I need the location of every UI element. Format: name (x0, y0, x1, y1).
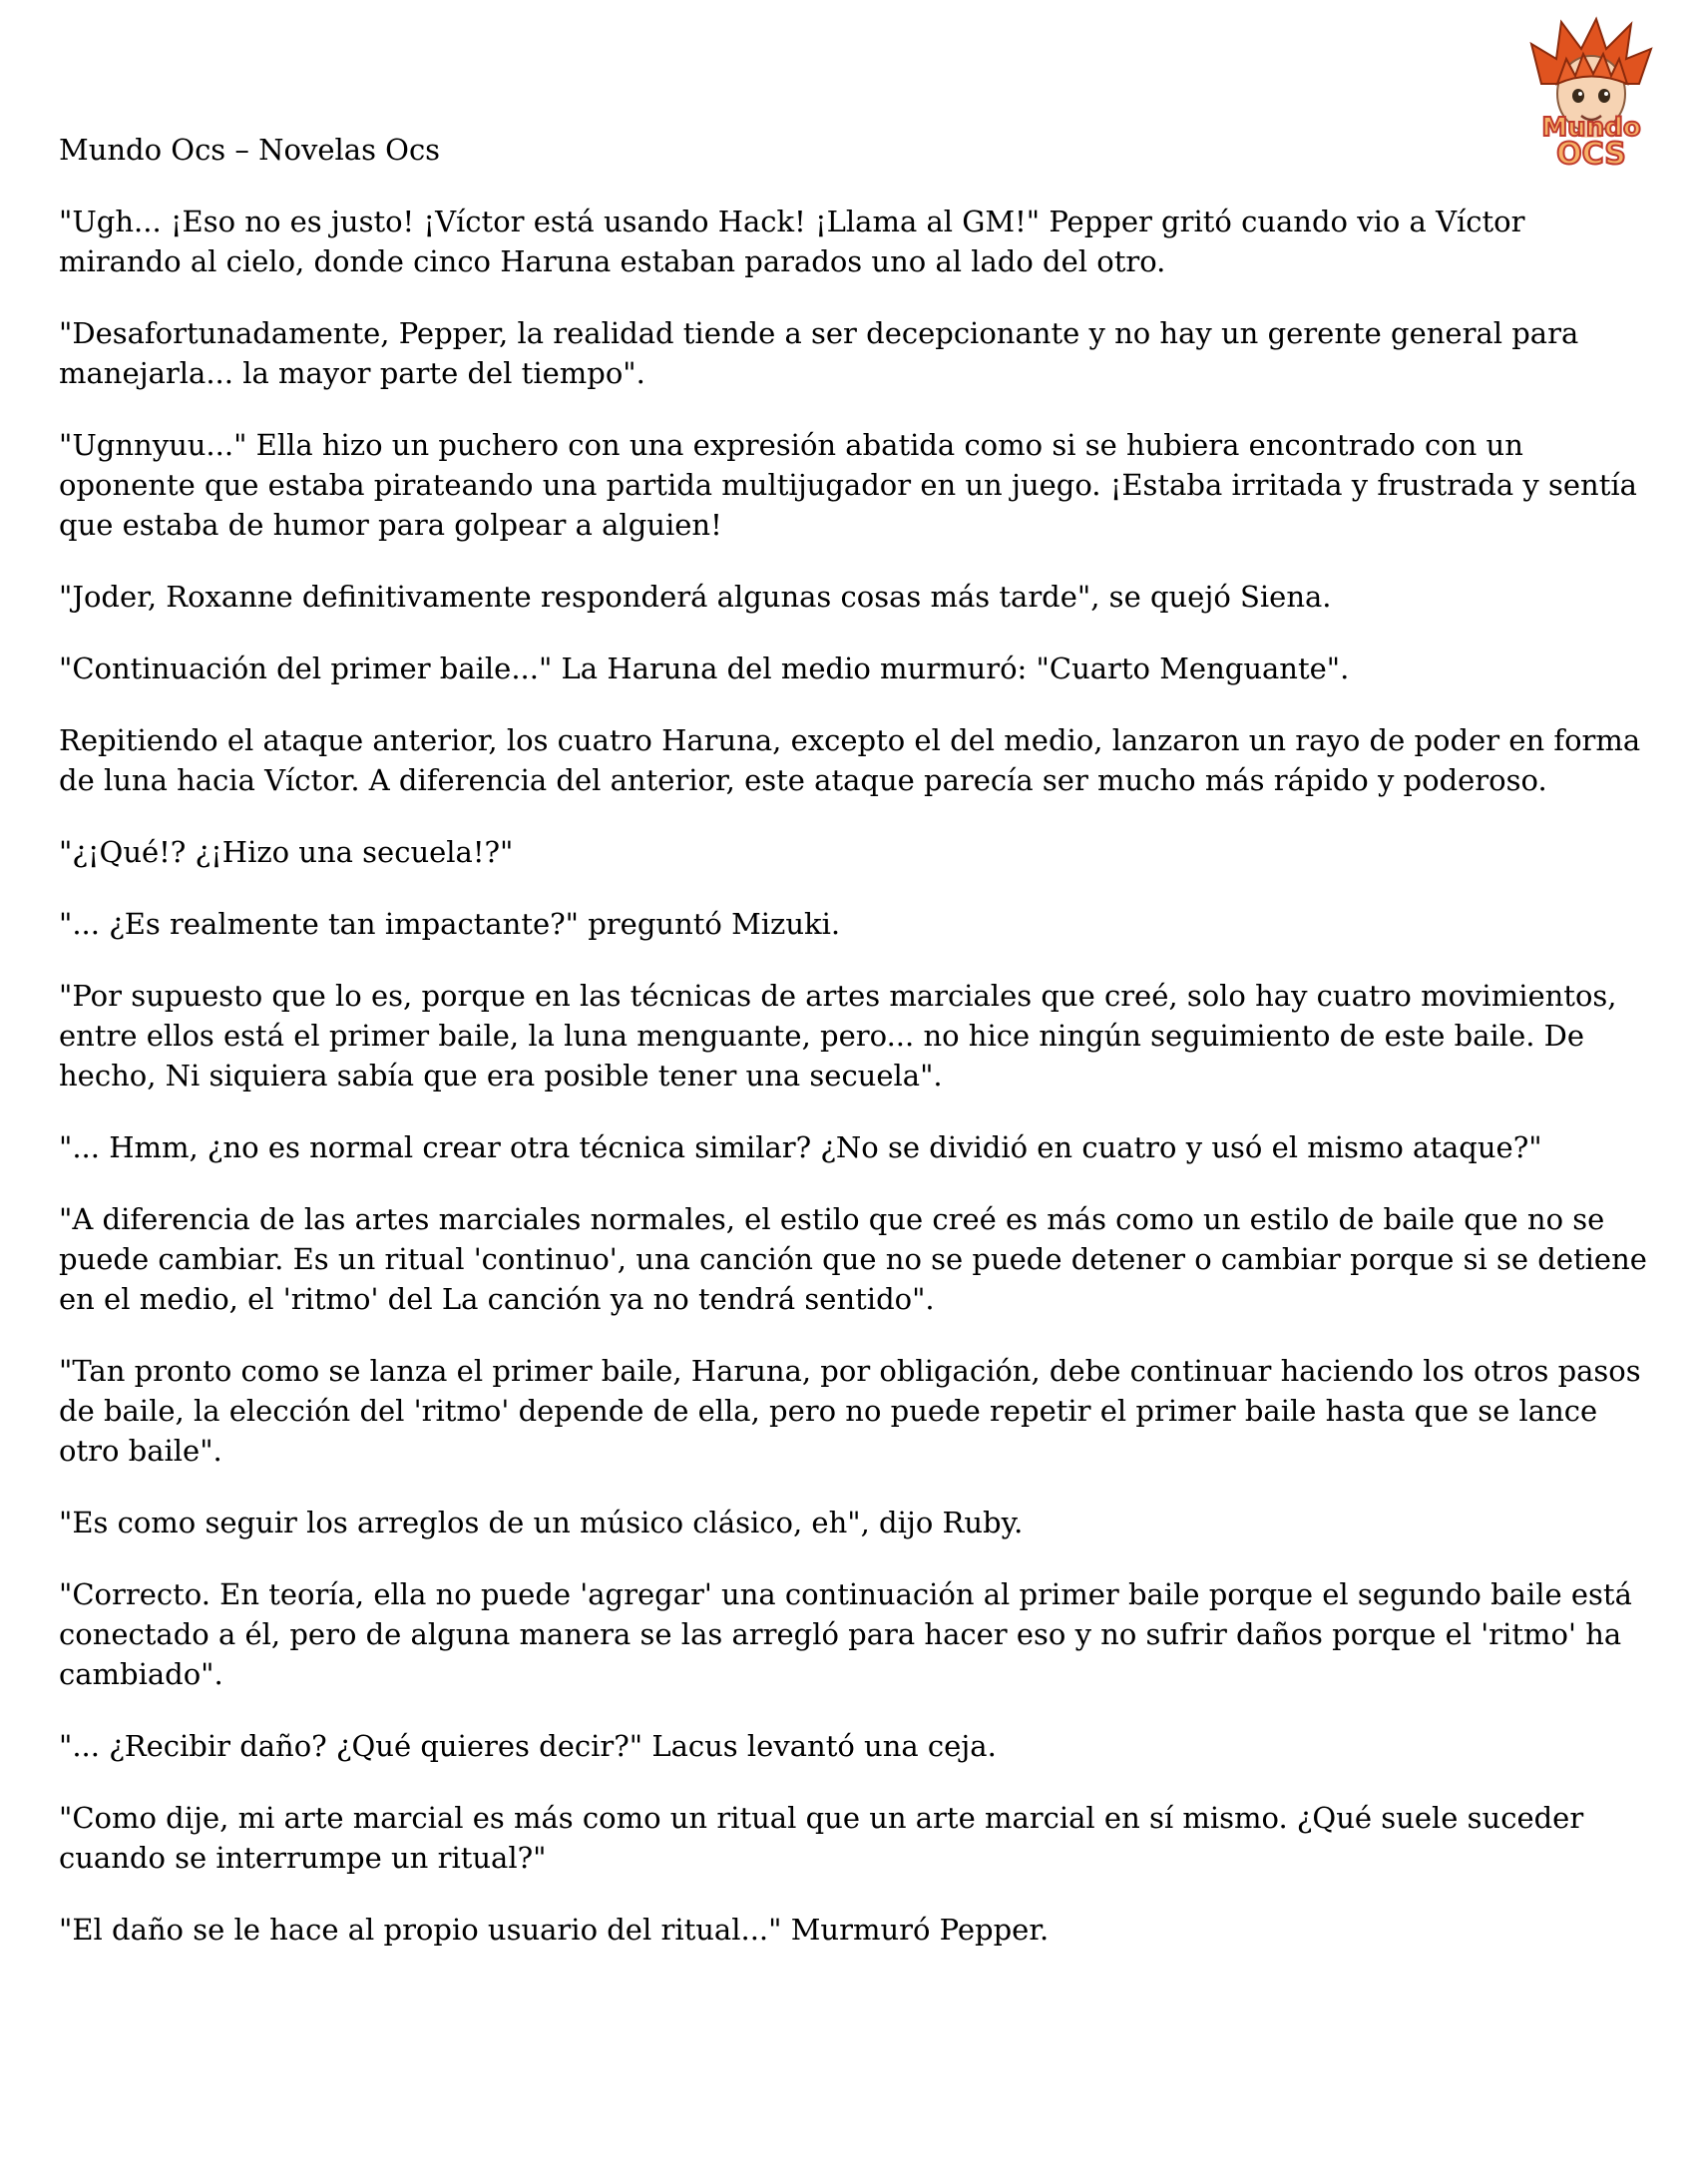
paragraph: "Joder, Roxanne definitivamente responderá algunas cosas más tarde", se quejó Siena. (59, 580, 1332, 614)
paragraph: "... ¿Es realmente tan impactante?" preguntó Mizuki. (59, 907, 841, 941)
paragraph: "A diferencia de las artes marciales normales, el estilo que creé es más como un estilo de baile que no se puede cambiar. Es un ritual 'continuo', una canción que no se puede detener o cambiar porque si se detiene en el medio, el 'ritmo' del La canción ya no tendrá sentido". (59, 1202, 1647, 1316)
paragraph: "... Hmm, ¿no es normal crear otra técnica similar? ¿No se dividió en cuatro y usó el mismo ataque?" (59, 1130, 1542, 1164)
paragraph: "Es como seguir los arreglos de un músico clásico, eh", dijo Ruby. (59, 1506, 1024, 1539)
svg-text:Mundo: Mundo (1541, 113, 1641, 143)
paragraph: "Correcto. En teoría, ella no puede 'agregar' una continuación al primer baile porque el segundo baile está conectado a él, pero de alguna manera se las arregló para hacer eso y no sufrir daños porque el 'ritmo' ha cambiado". (59, 1577, 1632, 1691)
paragraph: "Tan pronto como se lanza el primer baile, Haruna, por obligación, debe continuar haciendo los otros pasos de baile, la elección del 'ritmo' depende de ella, pero no puede repetir el primer baile hasta que se lance otro baile". (59, 1354, 1641, 1468)
paragraph: "Ugnnyuu..." Ella hizo un puchero con una expresión abatida como si se hubiera encontrado con un oponente que estaba pirateando una partida multijugador en un juego. ¡Estaba irritada y frustrada y sentía que estaba de humor para golpear a alguien! (59, 428, 1637, 542)
paragraph: "¿¡Qué!? ¿¡Hizo una secuela!?" (59, 835, 514, 869)
document-body (59, 130, 1655, 1981)
paragraph: "Ugh... ¡Eso no es justo! ¡Víctor está usando Hack! ¡Llama al GM!" Pepper gritó cuando vio a Víctor mirando al cielo, donde cinco Haruna estaban parados uno al lado del otro. (59, 205, 1525, 278)
paragraph: "Continuación del primer baile..." La Haruna del medio murmuró: "Cuarto Menguante". (59, 652, 1350, 685)
paragraph: Repitiendo el ataque anterior, los cuatro Haruna, excepto el del medio, lanzaron un rayo de poder en forma de luna hacia Víctor. A diferencia del anterior, este ataque parecía ser mucho más rápido y poderoso. (59, 723, 1641, 797)
paragraph: "Como dije, mi arte marcial es más como un ritual que un arte marcial en sí mismo. ¿Qué suele suceder cuando se interrumpe un ritual?" (59, 1801, 1584, 1875)
paragraph: "El daño se le hace al propio usuario del ritual..." Murmuró Pepper. (59, 1913, 1050, 1947)
paragraph: "Por supuesto que lo es, porque en las técnicas de artes marciales que creé, solo hay cuatro movimientos, entre ellos está el primer baile, la luna menguante, pero... no hice ningún seguimiento de este baile. De hecho, Ni siquiera sabía que era posible tener una secuela". (59, 979, 1617, 1092)
site-title: Mundo Ocs – Novelas Ocs (59, 133, 441, 167)
paragraph: "Desafortunadamente, Pepper, la realidad tiende a ser decepcionante y no hay un gerente general para manejarla... la mayor parte del tiempo". (59, 316, 1579, 390)
svg-text:OCS: OCS (1556, 137, 1626, 170)
paragraph: "... ¿Recibir daño? ¿Qué quieres decir?" Lacus levantó una ceja. (59, 1729, 997, 1763)
